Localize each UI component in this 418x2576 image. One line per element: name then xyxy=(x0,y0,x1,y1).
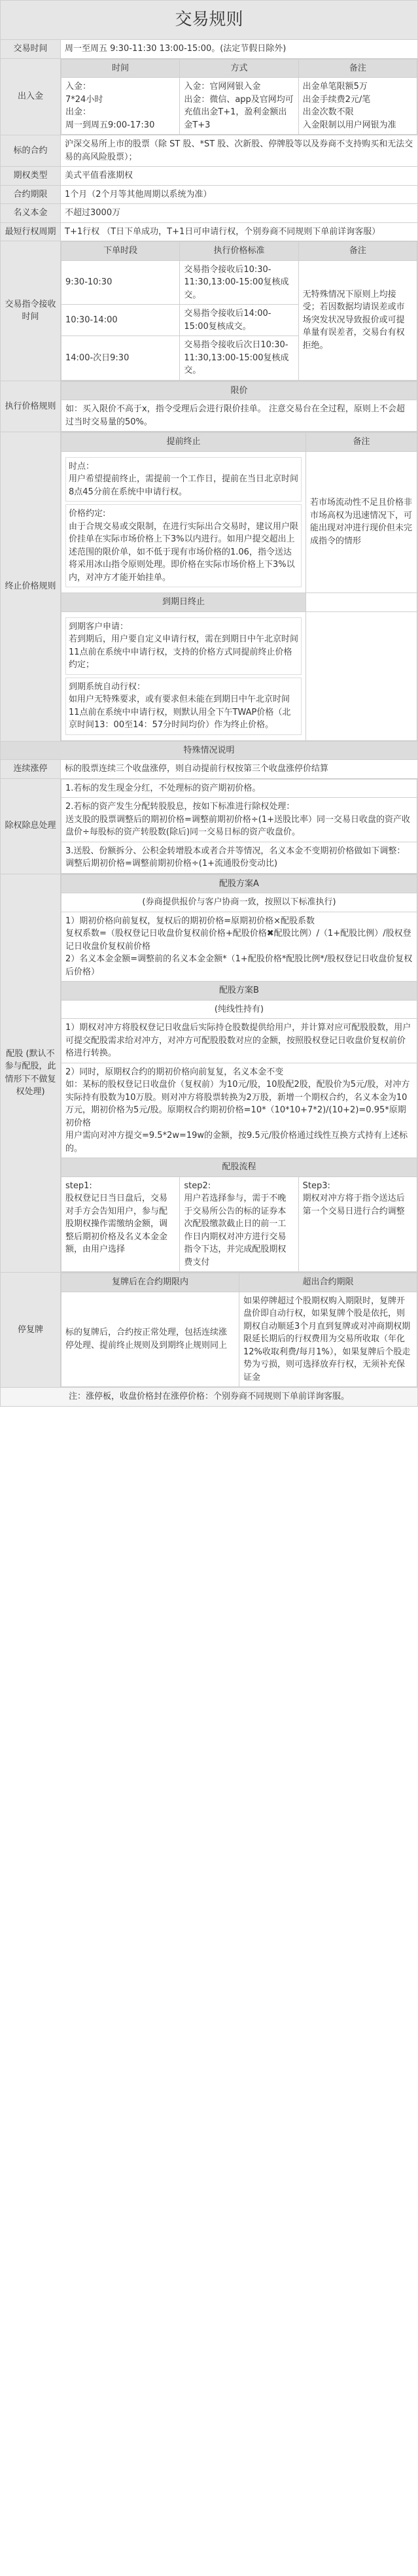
trade-time-value: 周一至周五 9:30-11:30 13:00-15:00。(法定节假日除外) xyxy=(61,40,418,59)
ex-dividend-item: 3.送股、份额拆分、公积金转增股本或者合并等情况，名义本金不变期初价格做如下调整：调整后期初价格=调整前期初价格÷(1+流通股份变动比) xyxy=(61,842,417,873)
exec-price-row xyxy=(1,381,418,432)
suspend-row xyxy=(1,1273,418,1388)
plan-a-sub: (券商提供报价与客户协商一致，按照以下标准执行) xyxy=(61,893,417,912)
notional-label: 名义本金 xyxy=(1,204,61,223)
special-header: 特殊情况说明 xyxy=(1,741,418,760)
flow-step: Step3: 期权对冲方将于指令送达后第一个交易日进行合约调整 xyxy=(298,1176,417,1272)
exec-price-header: 限价 xyxy=(61,381,417,400)
deposit-row xyxy=(1,58,418,135)
contract-term-value: 1个月（2个月等其他周期以系统为准） xyxy=(61,185,418,204)
underlying-value: 沪深交易所上市的股票（除 ST 股、*ST 股、次新股、停牌股等以及券商不支持购买和无法交易的高风险股票）； xyxy=(61,135,418,167)
exercise-price: 交易指令接收后14:00-15:00复核成交。 xyxy=(180,305,298,336)
plan-b-header: 配股方案B xyxy=(61,982,417,1001)
option-type-row xyxy=(1,167,418,186)
deposit-header-method: 方式 xyxy=(180,59,298,78)
allotment-row xyxy=(1,874,418,1273)
underlying-row xyxy=(1,135,418,167)
termination-note: 若市场流动性不足且价格非市场高权为迅速情况下，可能出现对冲进行现价但未完成指令的情形 xyxy=(306,451,417,593)
suspend-label: 停复牌 xyxy=(1,1273,61,1388)
plan-a-header: 配股方案A xyxy=(61,874,417,893)
allotment-table xyxy=(61,874,417,1273)
min-period-value: T+1行权 （T日下单成功，T+1日可申请行权，个别券商不同规则下单前详询客服） xyxy=(61,222,418,241)
option-type-label: 期权类型 xyxy=(1,167,61,186)
early-time: 时点： 用户希望提前终止，需提前一个工作日，提前在当日北京时间8点45分前在系统中申请行权。 xyxy=(65,457,302,502)
suspend-table xyxy=(61,1273,417,1387)
exercise-time-row xyxy=(1,241,418,381)
early-price: 价格约定: 由于合规交易或交限制，在进行实际出合交易时，建议用户限价挂单在实际市场价格上下3%以内进行。如用户提交超出上述范围的限价单，如不低于现有市场价格的1.06，指令送达将采用冰山指令原则处理。即价格在实际市场价格上下3%以内，对冲方才能开始挂单。 xyxy=(65,504,302,587)
deposit-note: 出金单笔限额5万 出金手续费2元/笔 出金次数不限 入金限制以用户网银为准 xyxy=(298,78,417,135)
flow-step: step2: 用户若选择参与，需于不晚于交易所公告的标的证券本次配股缴款截止日的前一工作日内期权对冲方进行交易指令下达，并完成配股期权费支付 xyxy=(180,1176,298,1272)
termination-table xyxy=(61,432,417,741)
termination-label: 终止价格规则 xyxy=(1,432,61,742)
option-type-value: 美式平值看涨期权 xyxy=(61,167,418,186)
contract-term-row xyxy=(1,185,418,204)
plan-a-body: 1）期初价格向前复权，复权后的期初价格=原期初价格×配股系数 复权系数=（股权登记日收盘价复权前价格+配股价格✖配股比例）/（1+配股比例）/股权登记日收盘价复权前价格 2）名义本金金额=调整前的名义本金金额*（1+配股价格*配股比例*/股权登记日收盘价复权后价格） xyxy=(61,912,417,982)
min-period-row xyxy=(1,222,418,241)
limit-up-row xyxy=(1,760,418,779)
deposit-header-note: 备注 xyxy=(298,59,417,78)
flow-header: 配股流程 xyxy=(61,1158,417,1177)
plan-b-sub: (纯线性持有) xyxy=(61,1000,417,1019)
termination-header-early: 提前终止 xyxy=(61,433,306,452)
exercise-time-label: 交易指令接收时间 xyxy=(1,241,61,381)
ex-dividend-table xyxy=(61,779,417,874)
limit-up-label: 连续涨停 xyxy=(1,760,61,779)
deposit-time: 入金： 7*24小时 出金： 周一到周五9:00-17:30 xyxy=(61,78,180,135)
deposit-method: 入金：官网网银入金 出金：微信、app及官网均可 充值出金T+1，盈利金额出金T+3 xyxy=(180,78,298,135)
flow-step: step1: 股权登记日当日盘后，交易对手方会告知用户，参与配股期权操作需缴纳金额，调整后期初价格及名义本金金额，由用户选择 xyxy=(61,1176,180,1272)
expiry-auto: 到期系统自动行权： 如用户无特殊要求，或有要求但未能在到期日中午北京时间11点前在系统中申请行权，则默认用全下午TWAP价格（北京时间13：00至14：57分时间均价）作为终止价格。 xyxy=(65,678,302,735)
exec-price-table xyxy=(61,381,417,432)
suspend-header-out: 超出合约期限 xyxy=(239,1273,417,1292)
ex-dividend-row xyxy=(1,778,418,874)
footer-note: 注：涨停板，收盘价格封在涨停价格：个别券商不同规则下单前详询客服。 xyxy=(1,1388,418,1407)
plan-b-body1: 1）期权对冲方将股权登记日收盘后实际持仓股数提供给用户，并计算对应可配股股数，用户可提交配股需求给对冲方，对冲方可配股股数对应的金额，按照股权登记日收盘价复权前价格进行转换。 xyxy=(61,1019,417,1063)
exec-price-label: 执行价格规则 xyxy=(1,381,61,432)
termination-row xyxy=(1,432,418,742)
allotment-label: 配股 (默认不参与配股，此情形下不做复权处理) xyxy=(1,874,61,1273)
ex-dividend-item: 1.若标的发生现金分红，不处理标的资产期初价格。 xyxy=(61,779,417,798)
exec-price-value: 如：买入限价不高于x，指令受理后会进行限价挂单。 注意交易台在全过程，原则上不会超过当时交易量的50%。 xyxy=(61,400,417,432)
exercise-header-price: 执行价格标准 xyxy=(180,242,298,261)
min-period-label: 最短行权周期 xyxy=(1,222,61,241)
plan-b-body2: 2）同时，原期权合约的期初价格向前复复，名义本金不变 如：某标的股权登记日收盘价（复权前）为10元/股，10股配2股，配股价为5元/股，对冲方实际持有股数为10万股。则对冲方将股票转换为2万股，新增一个期权合约，名义本金为10万元，期初价格为5元/股。原期权合约期初价格=10*（10*10+7*2)/(10+2)=0.95*原期初价格 用户需向对冲方提交=9.5*2w=19w的金额，按9.5元/股价格通过线性互换方式持有上述标的。 xyxy=(61,1063,417,1158)
exercise-header-slot: 下单时段 xyxy=(61,242,180,261)
exercise-header-note: 备注 xyxy=(298,242,417,261)
deposit-table xyxy=(61,59,417,135)
exercise-price: 交易指令接收后10:30-11:30,13:00-15:00复核成交。 xyxy=(180,260,298,305)
deposit-label: 出入金 xyxy=(1,58,61,135)
trade-time-row xyxy=(1,40,418,59)
exercise-slot: 9:30-10:30 xyxy=(61,260,180,305)
contract-term-label: 合约期限 xyxy=(1,185,61,204)
suspend-out-term: 如果停牌超过个股期权购入期限时，复牌开盘价即自动行权，如果复牌个股是依托，则期权自动顺延3个月直到复牌或对冲商期权期限延长期后的行权费用为交易所收取（年化12%收取利费/每月1%），如果复牌后个股走势为亏损，则可选择放弃行权，无须补充保证金 xyxy=(239,1292,417,1387)
exercise-slot: 10:30-14:00 xyxy=(61,305,180,336)
exercise-price: 交易指令接收后次日10:30-11:30,13:00-15:00复核成交。 xyxy=(180,336,298,381)
expiry-header: 到期日终止 xyxy=(61,593,306,612)
deposit-header-time: 时间 xyxy=(61,59,180,78)
exercise-time-table xyxy=(61,241,417,381)
expiry-apply: 到期客户申请： 若到期后，用户要自定义申请行权，需在到期日中午北京时间11点前在系统中申请行权，支持的价格方式同提前终止价格约定； xyxy=(65,617,302,675)
suspend-in-term: 标的复牌后，合约按正常处理，包括连续涨停处理、提前终止规则及到期终止规则同上 xyxy=(61,1292,239,1387)
limit-up-value: 标的股票连续三个收盘涨停，则自动提前行权按第三个收盘涨停价结算 xyxy=(61,760,418,779)
underlying-label: 标的合约 xyxy=(1,135,61,167)
ex-dividend-label: 除权除息处理 xyxy=(1,778,61,874)
trade-time-label: 交易时间 xyxy=(1,40,61,59)
ex-dividend-item: 2.若标的资产发生分配转股股息，按如下标准进行除权处理： 送支股的股票调整后的期初价格=调整前期初价格÷(1+送股比率）同一交易日收盘的资产收盘价÷每股标的资产转股数(除后)同一交易日标的资产收盘价。 xyxy=(61,798,417,842)
notional-value: 不超过3000万 xyxy=(61,204,418,223)
suspend-header-in: 复牌后在合约期限内 xyxy=(61,1273,239,1292)
notional-row xyxy=(1,204,418,223)
exercise-slot: 14:00-次日9:30 xyxy=(61,336,180,381)
page-title: 交易规则 xyxy=(1,1,418,40)
termination-header-note: 备注 xyxy=(306,433,417,452)
exercise-note: 无特殊情况下原则上均接受；若因数据均请误差或市场突发状况导致报价或可提单量有误差者，交易台有权拒绝。 xyxy=(298,260,417,380)
